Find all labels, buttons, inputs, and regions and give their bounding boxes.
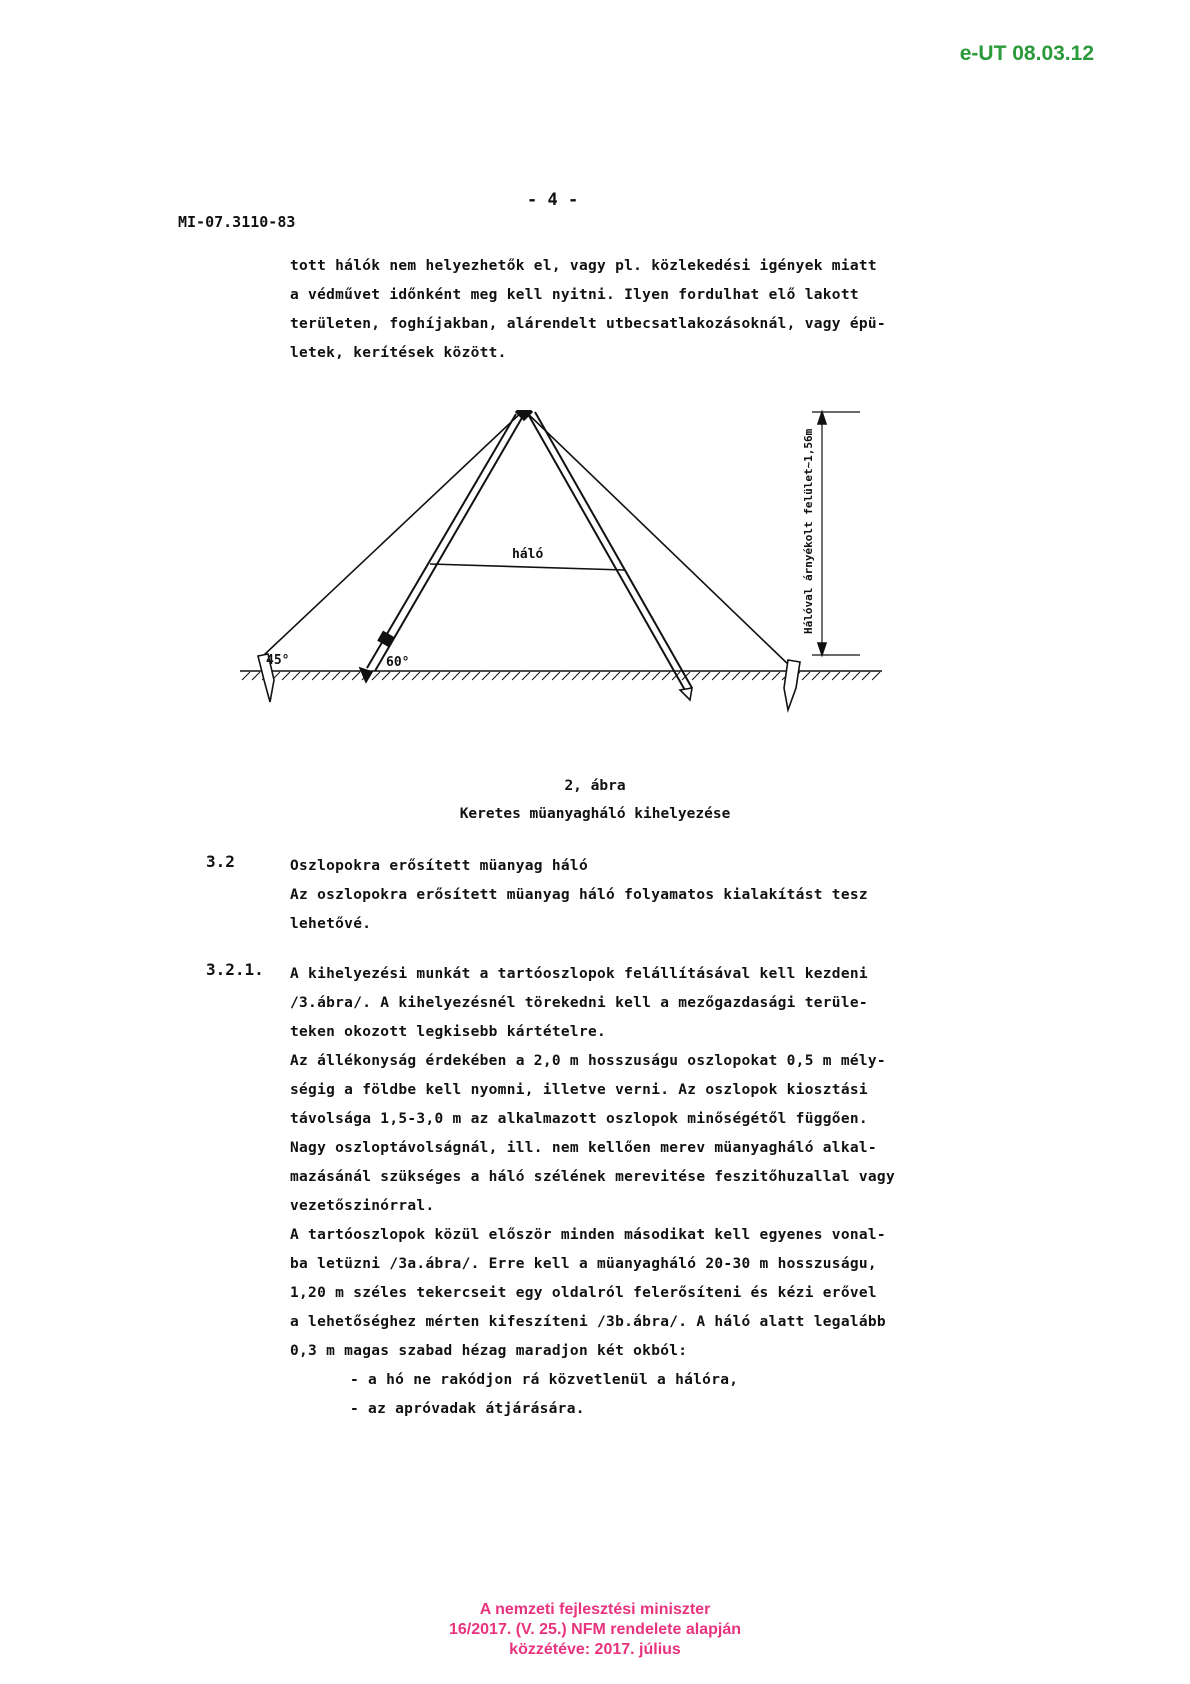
- ground-hatch: [240, 672, 880, 680]
- right-frame-leg: [528, 414, 686, 692]
- text-line: Az oszlopokra erősített müanyag háló folyamatos kialakítást tesz: [290, 887, 868, 903]
- section-number: 3.2.1.: [206, 960, 264, 979]
- footer-line: 16/2017. (V. 25.) NFM rendelete alapján: [449, 1621, 741, 1638]
- text-line: A tartóoszlopok közül először minden másodikat kell egyenes vonal-: [290, 1227, 886, 1243]
- figure-frame-net-diagram: [240, 410, 960, 770]
- section-3-2-text: [290, 852, 1010, 939]
- document-tag: e-UT 08.03.12: [959, 42, 1094, 65]
- text-line: a védművet időnként meg kell nyitni. Ilyen fordulhat elő lakott: [290, 287, 859, 303]
- text-line: távolsága 1,5-3,0 m az alkalmazott oszlopok minőségétől függően.: [290, 1111, 868, 1127]
- net-label: háló: [512, 547, 544, 562]
- text-line: területen, foghíjakban, alárendelt utbecsatlakozásoknál, vagy épü-: [290, 316, 886, 332]
- text-line: 0,3 m magas szabad hézag maradjon két okból:: [290, 1343, 688, 1359]
- text-line: /3.ábra/. A kihelyezésnél törekedni kell a mezőgazdasági terüle-: [290, 995, 868, 1011]
- text-line: A kihelyezési munkát a tartóoszlopok felállításával kell kezdeni: [290, 966, 868, 982]
- footer-line: A nemzeti fejlesztési miniszter: [479, 1601, 711, 1618]
- text-line: ségig a földbe kell nyomni, illetve verni. Az oszlopok kiosztási: [290, 1082, 868, 1098]
- footer-line: közzétéve: 2017. július: [509, 1641, 681, 1658]
- left-guy-wire: [264, 410, 524, 655]
- text-line: Nagy oszloptávolságnál, ill. nem kellően merev müanyagháló alkal-: [290, 1140, 877, 1156]
- section-heading: Oszlopokra erősített müanyag háló: [290, 858, 588, 874]
- list-item: - az apróvadak átjárására.: [350, 1401, 585, 1417]
- intro-paragraph: [290, 252, 1010, 368]
- angle-label-inner: 60°: [386, 655, 410, 670]
- text-line: letek, kerítések között.: [290, 345, 507, 361]
- height-label: Hálóval árnyékolt felület~1,56m: [802, 428, 815, 634]
- left-frame-leg: [367, 414, 516, 668]
- text-line: 1,20 m széles tekercseit egy oldalról felerősíteni és kézi erővel: [290, 1285, 877, 1301]
- text-line: a lehetőséghez mérten kifeszíteni /3b.ábra/. A háló alatt legalább: [290, 1314, 886, 1330]
- text-line: teken okozott legkisebb kártételre.: [290, 1024, 607, 1040]
- footer-notice: [0, 1600, 1190, 1660]
- text-line: vezetőszinórral.: [290, 1198, 435, 1214]
- figure-number: 2, ábra: [564, 778, 626, 794]
- page-number: - 4 -: [527, 190, 579, 210]
- text-line: tott hálók nem helyezhetők el, vagy pl. közlekedési igények miatt: [290, 258, 877, 274]
- text-line: lehetővé.: [290, 916, 372, 932]
- angle-label-left: 45°: [266, 653, 290, 668]
- document-id: MI-07.3110-83: [178, 213, 296, 231]
- figure-title: Keretes müanyagháló kihelyezése: [459, 806, 731, 822]
- section-3-2-1-text: [290, 960, 1010, 1424]
- text-line: ba letüzni /3a.ábra/. Erre kell a müanyagháló 20-30 m hosszuságu,: [290, 1256, 877, 1272]
- section-number: 3.2: [206, 852, 235, 871]
- text-line: Az állékonyság érdekében a 2,0 m hosszuságu oszlopokat 0,5 m mély-: [290, 1053, 886, 1069]
- list-item: - a hó ne rakódjon rá közvetlenül a hálóra,: [350, 1372, 739, 1388]
- right-stake: [784, 660, 800, 710]
- text-line: mazásánál szükséges a háló szélének merevitése feszitőhuzallal vagy: [290, 1169, 895, 1185]
- net-line: [430, 564, 624, 570]
